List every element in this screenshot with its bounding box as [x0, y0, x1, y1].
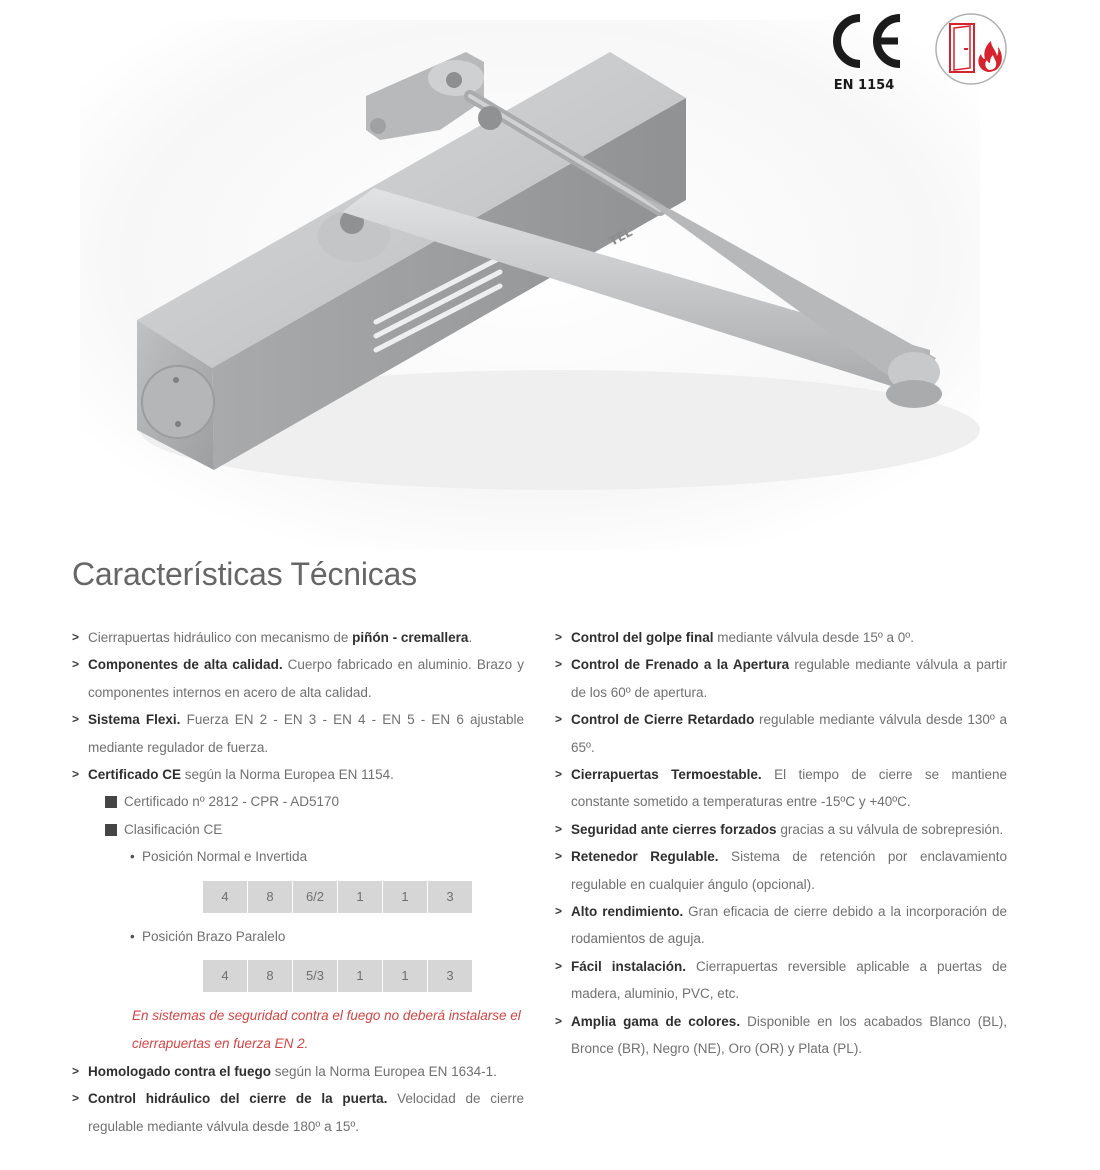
classification-table-parallel [203, 960, 472, 992]
fire-safety-warning: En sistemas de seguridad contra el fuego no deberá instalarse el cierrapuertas en fuerza EN 2. [132, 1008, 521, 1052]
dot-bullet-icon: • [130, 849, 135, 865]
list-item: > Certificado CE según la Norma Europea EN 1154. [72, 761, 524, 788]
list-item: > Sistema Flexi. Fuerza EN 2 - EN 3 - EN 4 - EN 5 - EN 6 ajustable mediante regulador de fuerza. [72, 706, 524, 761]
list-item: > Fácil instalación. Cierrapuertas reversible aplicable a puertas de madera, aluminio, PVC, etc. [555, 953, 1007, 1008]
table-cell: 1 [383, 960, 428, 992]
bullet-marker: > [555, 657, 563, 672]
svg-text:TEL: TEL [606, 225, 635, 249]
table-cell: 5/3 [293, 960, 338, 992]
table-cell: 8 [248, 881, 293, 913]
features-column-left [72, 624, 524, 1140]
bullet-marker: > [72, 630, 80, 644]
list-item: > Control del golpe final mediante válvula desde 15º a 0º. [555, 624, 1007, 651]
table-cell: 1 [338, 960, 383, 992]
list-item: > Cierrapuertas Termoestable. El tiempo de cierre se mantiene constante sometido a temperaturas entre -15ºC y +40ºC. [555, 761, 1007, 816]
list-item: > Homologado contra el fuego según la Norma Europea EN 1634-1. [72, 1058, 524, 1085]
bullet-marker: > [555, 849, 563, 864]
table-cell: 4 [203, 881, 248, 913]
bullet-marker: > [72, 1064, 80, 1079]
table-cell: 4 [203, 960, 248, 992]
list-item: > Control hidráulico del cierre de la puerta. Velocidad de cierre regulable mediante válvula desde 180º a 15º. [72, 1085, 524, 1140]
square-bullet-icon [105, 796, 117, 808]
classification-table-normal [203, 881, 472, 913]
features-column-right [555, 624, 1007, 1063]
fire-door-icon [934, 12, 1008, 86]
ce-mark-icon [826, 12, 906, 70]
list-item: > Amplia gama de colores. Disponible en los acabados Blanco (BL), Bronce (BR), Negro (NE), Oro (OR) y Plata (PL). [555, 1008, 1007, 1063]
list-item: > Control de Cierre Retardado regulable mediante válvula desde 130º a 65º. [555, 706, 1007, 761]
list-item: > Cierrapuertas hidráulico con mecanismo de piñón - cremallera. [72, 624, 524, 651]
position-label: • Posición Normal e Invertida [72, 843, 524, 870]
bullet-marker: > [555, 712, 563, 727]
bullet-marker: > [555, 904, 563, 919]
square-bullet-icon [105, 824, 117, 836]
table-cell: 8 [248, 960, 293, 992]
bullet-marker: > [555, 630, 563, 644]
table-cell: 3 [428, 960, 473, 992]
bullet-marker: > [72, 657, 80, 672]
bullet-marker: > [555, 958, 563, 973]
list-item: > Control de Frenado a la Apertura regulable mediante válvula a partir de los 60º de apertura. [555, 651, 1007, 706]
table-row [203, 960, 472, 992]
bullet-marker: > [555, 1013, 563, 1028]
bullet-marker: > [555, 821, 563, 836]
list-item: > Retenedor Regulable. Sistema de retención por enclavamiento regulable en cualquier ángulo (opcional). [555, 843, 1007, 898]
list-item: > Alto rendimiento. Gran eficacia de cierre debido a la incorporación de rodamientos de aguja. [555, 898, 1007, 953]
dot-bullet-icon: • [130, 928, 135, 944]
sub-list-item: Certificado nº 2812 - CPR - AD5170 [72, 788, 524, 815]
table-cell: 6/2 [293, 881, 338, 913]
table-cell: 3 [428, 881, 473, 913]
table-cell: 1 [338, 881, 383, 913]
bullet-marker: > [72, 1091, 80, 1106]
position-label: • Posición Brazo Paralelo [72, 923, 524, 950]
ce-standard-label: EN 1154 [833, 78, 895, 93]
ce-certification-logo [820, 12, 910, 93]
bullet-marker: > [555, 767, 563, 782]
list-item: > Componentes de alta calidad. Cuerpo fabricado en aluminio. Brazo y componentes internos en acero de alta calidad. [72, 651, 524, 706]
bullet-marker: > [72, 767, 80, 782]
sub-list-item: Clasificación CE [72, 816, 524, 843]
table-row [203, 881, 472, 913]
table-cell: 1 [383, 881, 428, 913]
list-item: > Seguridad ante cierres forzados gracias a su válvula de sobrepresión. [555, 816, 1007, 843]
page-title: Características Técnicas [72, 556, 417, 592]
bullet-marker: > [72, 712, 80, 727]
